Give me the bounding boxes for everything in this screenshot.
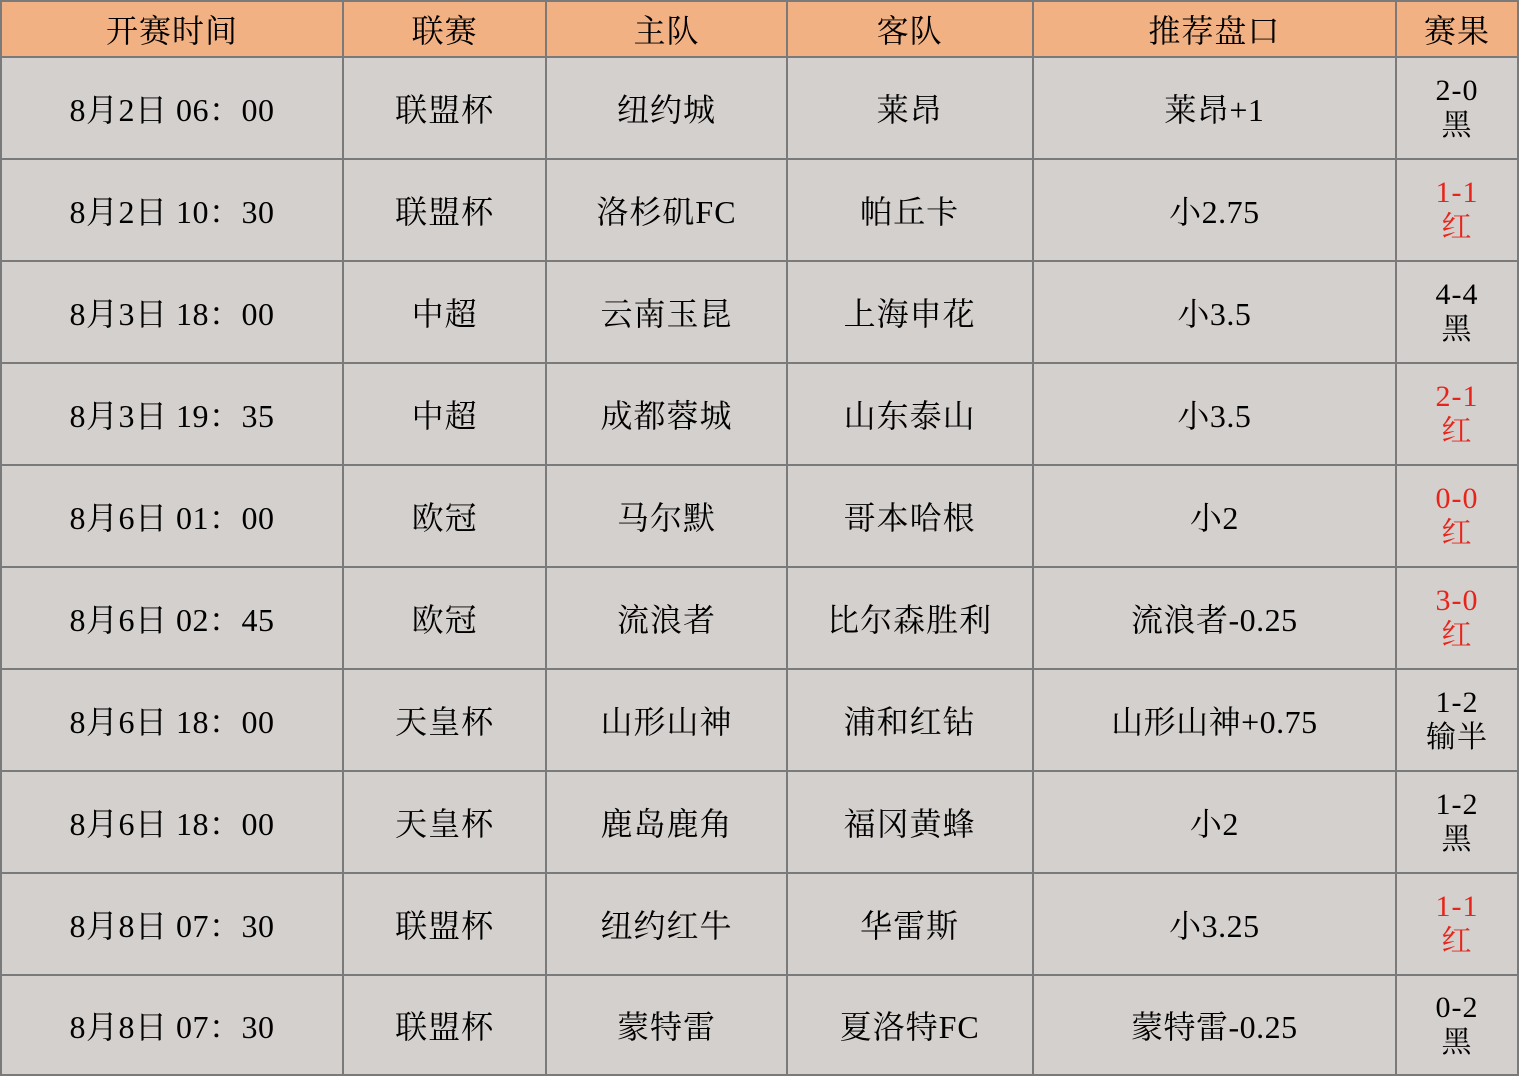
table-row	[1, 465, 1518, 567]
cell-league: 天皇杯	[343, 771, 546, 873]
cell-away-team: 莱昂	[787, 57, 1033, 159]
result-outcome: 红	[1441, 925, 1473, 958]
table-row	[1, 363, 1518, 465]
table-body	[1, 57, 1518, 1075]
column-header-recommended-handicap: 推荐盘口	[1033, 1, 1396, 57]
result-score: 1-2	[1435, 787, 1479, 821]
cell-result	[1396, 975, 1518, 1075]
table-row	[1, 975, 1518, 1075]
cell-result	[1396, 669, 1518, 771]
result-outcome: 红	[1441, 619, 1473, 652]
column-header-result: 赛果	[1396, 1, 1518, 57]
cell-home-team: 山形山神	[546, 669, 787, 771]
cell-home-team: 纽约城	[546, 57, 787, 159]
cell-result	[1396, 159, 1518, 261]
cell-away-team: 华雷斯	[787, 873, 1033, 975]
column-header-time: 开赛时间	[1, 1, 343, 57]
cell-result	[1396, 363, 1518, 465]
cell-recommended-handicap: 小3.25	[1033, 873, 1396, 975]
cell-home-team: 纽约红牛	[546, 873, 787, 975]
cell-away-team: 哥本哈根	[787, 465, 1033, 567]
cell-away-team: 上海申花	[787, 261, 1033, 363]
cell-result	[1396, 771, 1518, 873]
table-row	[1, 57, 1518, 159]
cell-home-team: 云南玉昆	[546, 261, 787, 363]
cell-recommended-handicap: 小3.5	[1033, 363, 1396, 465]
cell-league: 联盟杯	[343, 57, 546, 159]
cell-time: 8月2日 10：30	[1, 159, 343, 261]
column-header-away-team: 客队	[787, 1, 1033, 57]
cell-league: 天皇杯	[343, 669, 546, 771]
result-outcome: 红	[1441, 415, 1473, 448]
result-score: 4-4	[1435, 277, 1479, 311]
cell-home-team: 蒙特雷	[546, 975, 787, 1075]
cell-recommended-handicap: 蒙特雷-0.25	[1033, 975, 1396, 1075]
result-score: 0-2	[1435, 990, 1479, 1024]
result-score: 0-0	[1435, 481, 1479, 515]
cell-result	[1396, 873, 1518, 975]
cell-away-team: 山东泰山	[787, 363, 1033, 465]
table-row	[1, 771, 1518, 873]
cell-league: 联盟杯	[343, 873, 546, 975]
result-outcome: 黑	[1441, 823, 1473, 856]
cell-time: 8月8日 07：30	[1, 975, 343, 1075]
cell-recommended-handicap: 小2.75	[1033, 159, 1396, 261]
cell-home-team: 洛杉矶FC	[546, 159, 787, 261]
result-score: 3-0	[1435, 583, 1479, 617]
cell-recommended-handicap: 小2	[1033, 465, 1396, 567]
cell-home-team: 鹿岛鹿角	[546, 771, 787, 873]
cell-league: 中超	[343, 363, 546, 465]
table-row	[1, 159, 1518, 261]
cell-league: 欧冠	[343, 567, 546, 669]
cell-time: 8月6日 02：45	[1, 567, 343, 669]
result-score: 1-1	[1435, 889, 1479, 923]
cell-away-team: 浦和红钻	[787, 669, 1033, 771]
cell-time: 8月6日 01：00	[1, 465, 343, 567]
result-outcome: 黑	[1441, 1026, 1473, 1059]
result-outcome: 红	[1441, 211, 1473, 244]
cell-time: 8月3日 19：35	[1, 363, 343, 465]
result-outcome: 黑	[1441, 313, 1473, 346]
cell-recommended-handicap: 山形山神+0.75	[1033, 669, 1396, 771]
result-outcome: 输半	[1426, 721, 1489, 754]
cell-away-team: 福冈黄蜂	[787, 771, 1033, 873]
cell-away-team: 夏洛特FC	[787, 975, 1033, 1075]
table-row	[1, 261, 1518, 363]
table-header	[1, 1, 1518, 57]
cell-time: 8月2日 06：00	[1, 57, 343, 159]
column-header-league: 联赛	[343, 1, 546, 57]
cell-result	[1396, 57, 1518, 159]
result-score: 1-1	[1435, 175, 1479, 209]
table-row	[1, 567, 1518, 669]
cell-away-team: 比尔森胜利	[787, 567, 1033, 669]
cell-recommended-handicap: 流浪者-0.25	[1033, 567, 1396, 669]
cell-home-team: 马尔默	[546, 465, 787, 567]
cell-time: 8月6日 18：00	[1, 771, 343, 873]
cell-recommended-handicap: 莱昂+1	[1033, 57, 1396, 159]
cell-time: 8月8日 07：30	[1, 873, 343, 975]
cell-league: 中超	[343, 261, 546, 363]
result-outcome: 红	[1441, 517, 1473, 550]
table-row	[1, 669, 1518, 771]
cell-recommended-handicap: 小3.5	[1033, 261, 1396, 363]
result-score: 1-2	[1435, 685, 1479, 719]
cell-recommended-handicap: 小2	[1033, 771, 1396, 873]
cell-league: 欧冠	[343, 465, 546, 567]
cell-home-team: 成都蓉城	[546, 363, 787, 465]
result-score: 2-0	[1435, 73, 1479, 107]
cell-league: 联盟杯	[343, 975, 546, 1075]
result-score: 2-1	[1435, 379, 1479, 413]
cell-league: 联盟杯	[343, 159, 546, 261]
column-header-home-team: 主队	[546, 1, 787, 57]
cell-away-team: 帕丘卡	[787, 159, 1033, 261]
table-row	[1, 873, 1518, 975]
cell-result	[1396, 567, 1518, 669]
cell-time: 8月6日 18：00	[1, 669, 343, 771]
result-outcome: 黑	[1441, 109, 1473, 142]
cell-result	[1396, 261, 1518, 363]
cell-time: 8月3日 18：00	[1, 261, 343, 363]
cell-home-team: 流浪者	[546, 567, 787, 669]
cell-result	[1396, 465, 1518, 567]
header-row	[1, 1, 1518, 57]
